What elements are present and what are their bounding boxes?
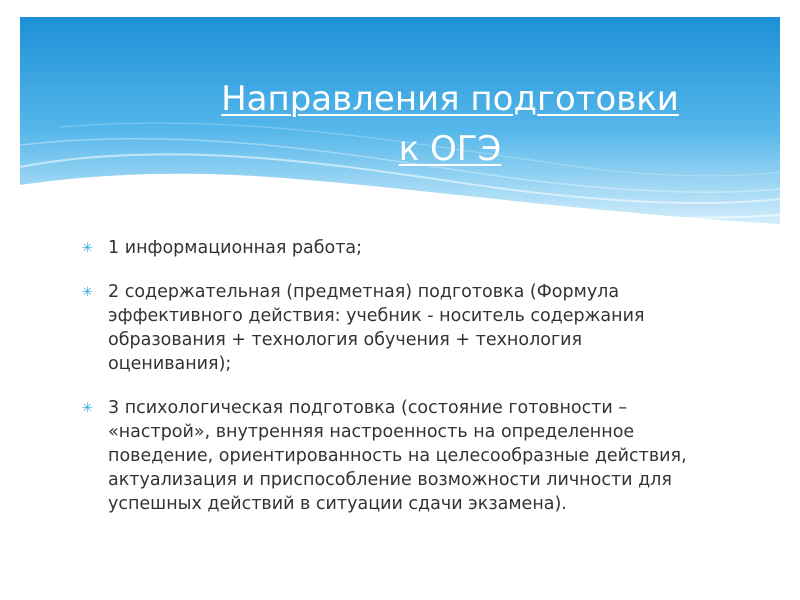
list-item-text: 3 психологическая подготовка (состояние готовности – «настрой», внутренняя настроенность на определенное поведение, ориентированность на целесообразные действия, актуализация и приспособление возможности личности для успешных действий в ситуации сдачи экзамена). bbox=[108, 398, 687, 514]
bullet-star-icon: ✳ bbox=[82, 285, 93, 300]
slide-title bbox=[150, 74, 750, 174]
list-item bbox=[80, 396, 700, 516]
list-item bbox=[80, 236, 700, 260]
bullet-list bbox=[80, 236, 700, 536]
title-line-2: к ОГЭ bbox=[398, 129, 502, 169]
bullet-star-icon: ✳ bbox=[82, 401, 93, 416]
list-item-text: 2 содержательная (предметная) подготовка (Формула эффективного действия: учебник - носитель содержания образования + технология обучения + технология оценивания); bbox=[108, 282, 645, 374]
title-line-1: Направления подготовки bbox=[221, 79, 679, 119]
bullet-star-icon: ✳ bbox=[82, 241, 93, 256]
list-item-text: 1 информационная работа; bbox=[108, 238, 363, 258]
list-item bbox=[80, 280, 700, 376]
